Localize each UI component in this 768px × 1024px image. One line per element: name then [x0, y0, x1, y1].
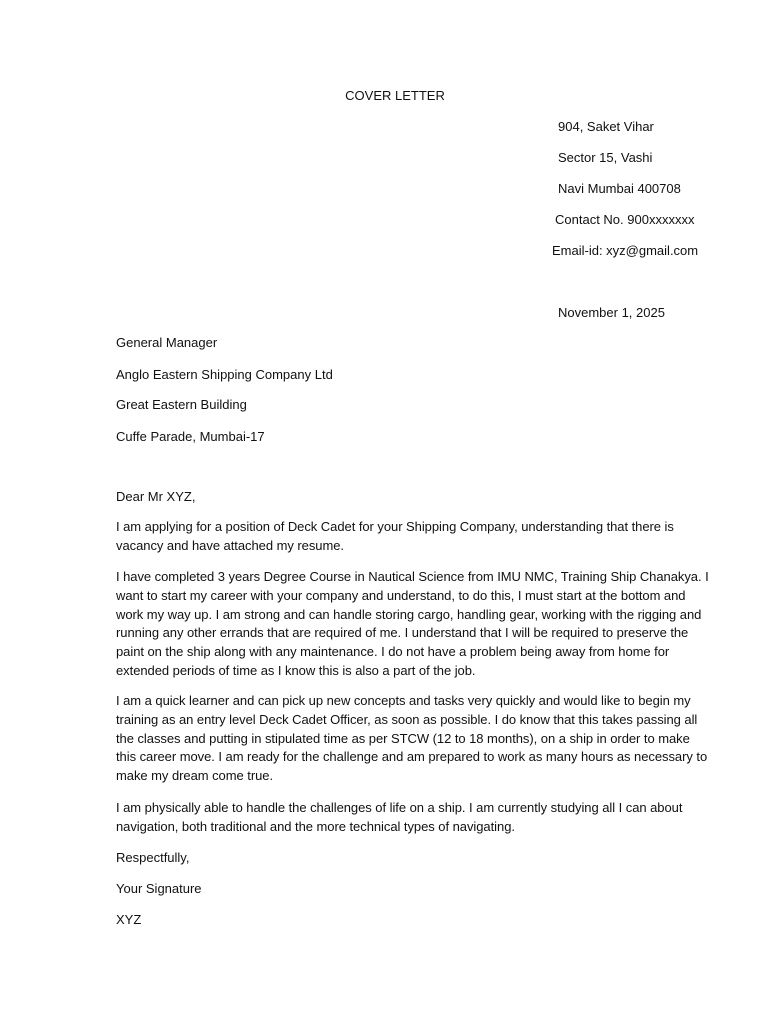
recipient-title: General Manager [116, 335, 218, 350]
letter-date: November 1, 2025 [558, 305, 665, 320]
sender-address-line-3: Navi Mumbai 400708 [558, 181, 681, 196]
document-title: COVER LETTER [345, 88, 445, 103]
sender-address-line-1: 904, Saket Vihar [558, 119, 654, 134]
salutation: Dear Mr XYZ, [116, 489, 196, 504]
paragraph-1: I am applying for a position of Deck Cadet for your Shipping Company, understanding that there is vacancy and have attached my resume. [116, 519, 674, 553]
paragraph-4: I am physically able to handle the challenges of life on a ship. I am currently studying all I can about navigation, both traditional and the more technical types of navigating. [116, 800, 683, 834]
sender-contact: Contact No. 900xxxxxxx [555, 212, 695, 227]
paragraph-3: I am a quick learner and can pick up new concepts and tasks very quickly and would like to begin my training as an entry level Deck Cadet Officer, as soon as possible. I do know that this takes passing all the classes and putting in stipulated time as per STCW (12 to 18 months), on a ship in order to make this career move. I am ready for the challenge and am prepared to work as many hours as necessary to make my dream come true. [116, 693, 708, 784]
recipient-location: Cuffe Parade, Mumbai-17 [116, 429, 265, 444]
signer-name: XYZ [116, 912, 142, 927]
sender-address-line-2: Sector 15, Vashi [558, 150, 653, 165]
sender-email: Email-id: xyz@gmail.com [552, 243, 699, 258]
recipient-building: Great Eastern Building [116, 397, 247, 412]
recipient-company: Anglo Eastern Shipping Company Ltd [116, 367, 333, 382]
signature-label: Your Signature [116, 881, 202, 896]
paragraph-2: I have completed 3 years Degree Course in Nautical Science from IMU NMC, Training Ship Chanakya. I want to start my career with your company and understand, to do this, I must start at the bottom and work my way up. I am strong and can handle storing cargo, handling gear, working with the rigging and running any other errands that are required of me. I understand that I will be required to preserve the paint on the ship along with any maintenance. I do not have a problem being away from home for extended periods of time as I know this is also a part of the job. [116, 569, 709, 678]
closing: Respectfully, [116, 850, 190, 865]
